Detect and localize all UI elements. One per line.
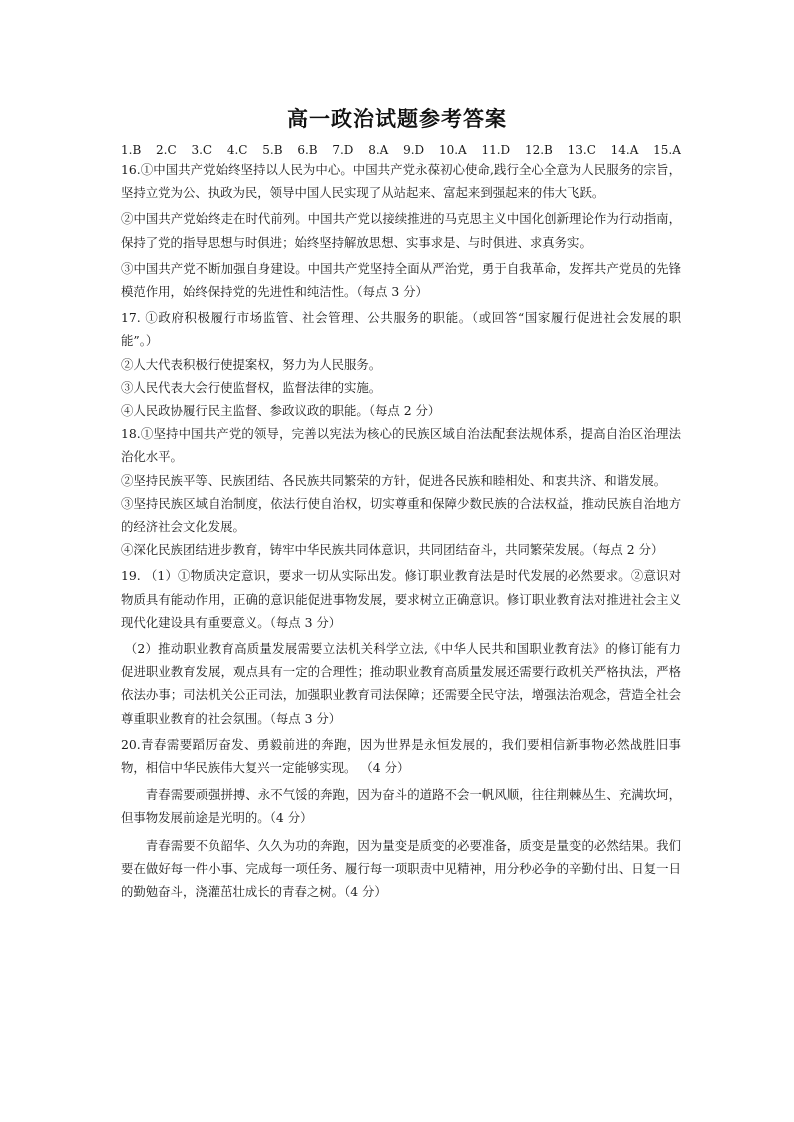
choice-answer: 7.D — [332, 143, 354, 157]
answer-18-point-1: 18.①坚持中国共产党的领导，完善以宪法为核心的民族区域自治法配套法规体系，提高自治区治理法治化水平。 — [121, 426, 681, 465]
answer-18-point-2: ②坚持民族平等、民族团结、各民族共同繁荣的方针，促进各民族和睦相处、和衷共济、和谐发展。 — [121, 472, 667, 488]
answer-16-point-2: ②中国共产党始终走在时代前列。中国共产党以接续推进的马克思主义中国化创新理论作为行动指南，保持了党的指导思想与时俱进；始终坚持解放思想、实事求是、与时俱进、求真务实。 — [121, 211, 681, 250]
choice-answers-row — [121, 143, 681, 157]
answer-body — [121, 158, 681, 906]
answer-19-part-2: （2）推动职业教育高质量发展需要立法机关科学立法,《中华人民共和国职业教育法》的修订能有力促进职业教育发展，观点具有一定的合理性；推动职业教育高质量发展还需要行政机关严格执法，严格依法办事；司法机关公正司法，加强职业教育司法保障；还需要全民守法，增强法治观念，营造全社会尊重职业教育的社会氛围。（每点 3 分） — [121, 641, 681, 726]
choice-answer: 15.A — [653, 143, 681, 157]
answer-18-point-4: ④深化民族团结进步教育，铸牢中华民族共同体意识，共同团结奋斗，共同繁荣发展。（每点 2 分） — [121, 542, 664, 558]
answer-18-point-3: ③坚持民族区域自治制度，依法行使自治权，切实尊重和保障少数民族的合法权益，推动民族自治地方的经济社会文化发展。 — [121, 495, 681, 535]
answer-16-point-3: ③中国共产党不断加强自身建设。中国共产党坚持全面从严治党，勇于自我革命，发挥共产党员的先锋模范作用，始终保持党的先进性和纯洁性。（每点 3 分） — [121, 260, 681, 300]
answer-20-point-2: 青春需要顽强拼搏、永不气馁的奔跑，因为奋斗的道路不会一帆风顺，往往荆棘丛生、充满坎坷，但事物发展前途是光明的。（4 分） — [121, 787, 681, 826]
choice-answer: 3.C — [191, 143, 213, 157]
choice-answer: 14.A — [610, 143, 639, 157]
choice-answer: 2.C — [156, 143, 177, 157]
choice-answer: 12.B — [524, 143, 553, 157]
choice-answer: 11.D — [481, 143, 511, 157]
choice-answer: 13.C — [567, 143, 596, 157]
choice-answer: 1.B — [121, 143, 142, 157]
choice-answer: 8.A — [368, 143, 389, 157]
choice-answer: 5.B — [262, 143, 283, 157]
answer-17-point-3: ③人民代表大会行使监督权，监督法律的实施。 — [121, 379, 382, 395]
choice-answer: 4.C — [226, 143, 248, 157]
choice-answer: 6.B — [297, 143, 318, 157]
answer-20-point-3: 青春需要不负韶华、久久为功的奔跑，因为量变是质变的必要准备，质变是量变的必然结果。我们要在做好每一件小事、完成每一项任务、履行每一项职责中见精神，用分秒必争的辛勤付出、日复一日的勤勉奋斗，浇灌茁壮成长的青春之树。（4 分） — [121, 837, 681, 900]
answer-17-point-4: ④人民政协履行民主监督、参政议政的职能。（每点 2 分） — [121, 403, 441, 419]
page-title: 高一政治试题参考答案 — [287, 106, 507, 131]
choice-answer: 10.A — [438, 143, 467, 157]
answer-17-point-1: 17. ①政府积极履行市场监管、社会管理、公共服务的职能。（或回答“国家履行促进社会发展的职能”。） — [121, 310, 681, 349]
answer-20-point-1: 20.青春需要蹈厉奋发、勇毅前进的奔跑，因为世界是永恒发展的，我们要相信新事物必然战胜旧事物，相信中华民族伟大复兴一定能够实现。 （4 分） — [121, 736, 681, 776]
choice-answer: 9.D — [403, 143, 425, 157]
answer-17-point-2: ②人大代表积极行使提案权，努力为人民服务。 — [121, 356, 382, 372]
answer-16-point-1: 16.①中国共产党始终坚持以人民为中心。中国共产党永葆初心使命,践行全心全意为人民服务的宗旨，坚持立党为公、执政为民，领导中国人民实现了从站起来、富起来到强起来的伟大飞跃。 — [121, 162, 681, 201]
answer-19-part-1: 19. （1）①物质决定意识，要求一切从实际出发。修订职业教育法是时代发展的必然要求。②意识对物质具有能动作用，正确的意识能促进事物发展，要求树立正确意识。修订职业教育法对推进社会主义现代化建设具有重要意义。（每点 3 分） — [121, 568, 681, 630]
